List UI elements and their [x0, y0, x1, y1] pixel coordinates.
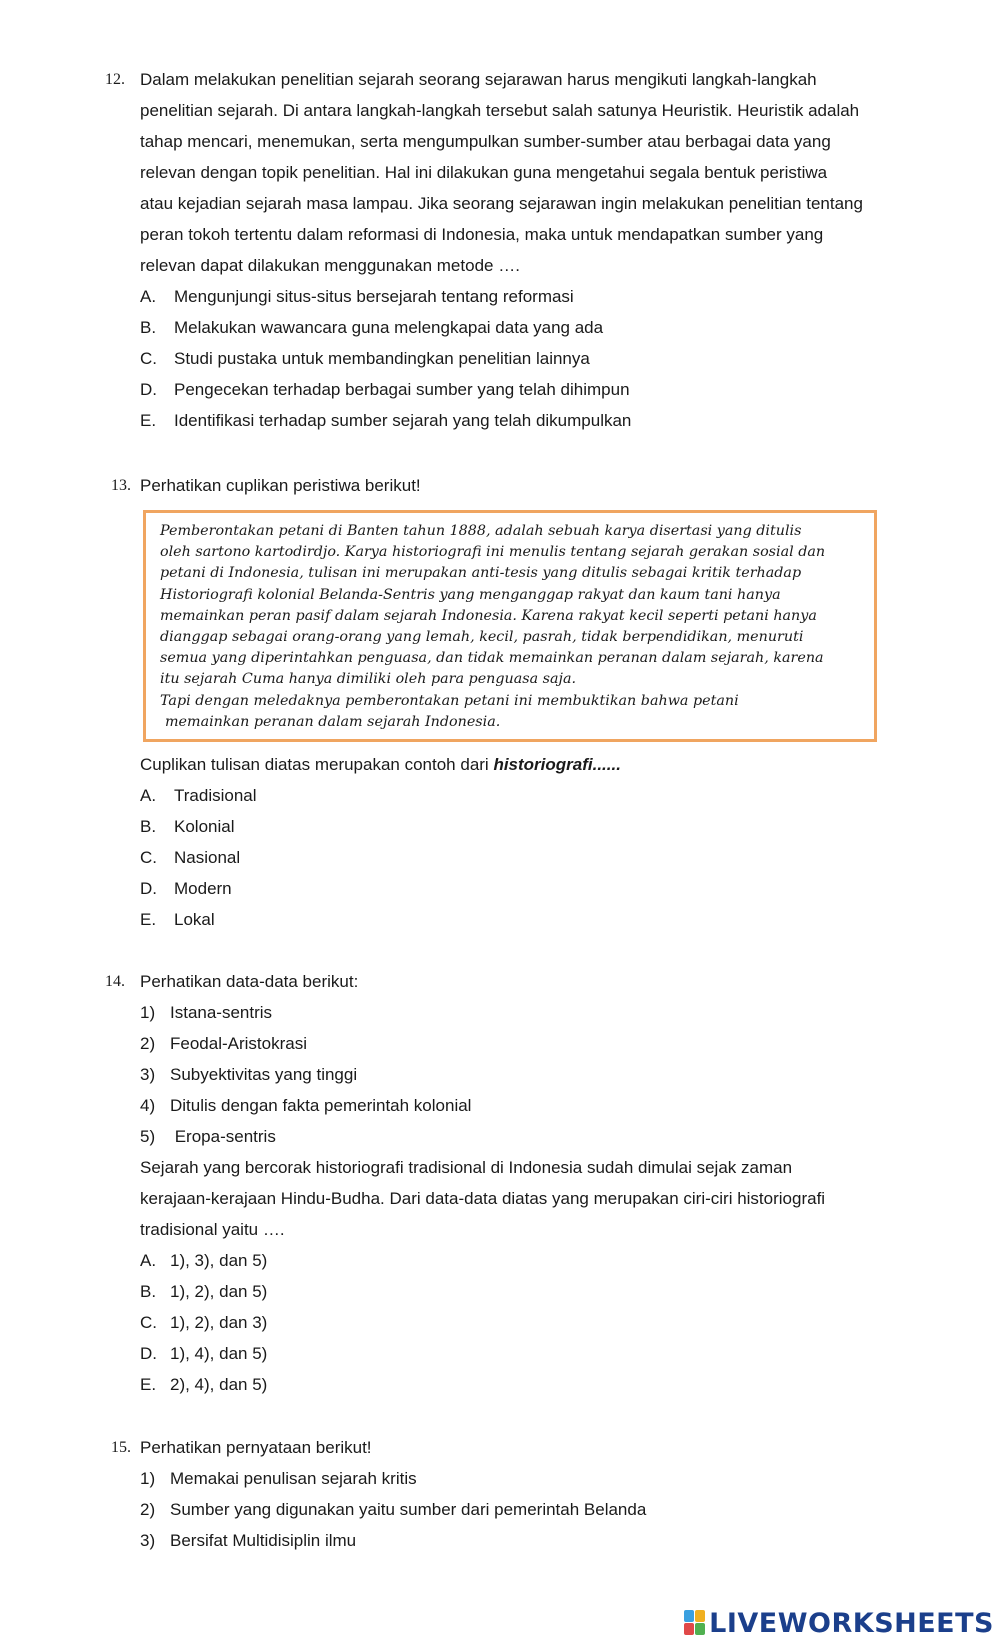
- question-number: 15.: [111, 1439, 131, 1456]
- question-intro: Perhatikan pernyataan berikut!: [140, 1438, 372, 1457]
- question-text: Cuplikan tulisan diatas merupakan contoh dari historiografi......: [140, 755, 621, 774]
- stem-line: relevan dengan topik penelitian. Hal ini dilakukan guna mengetahui segala bentuk peristiwa: [140, 163, 828, 182]
- quote-text: [160, 521, 860, 733]
- stem-line: penelitian sejarah. Di antara langkah-langkah tersebut salah satunya Heuristik. Heuristik adalah: [140, 101, 860, 120]
- option-b[interactable]: B. Kolonial: [140, 817, 235, 836]
- option-e[interactable]: E. 2), 4), dan 5): [140, 1375, 268, 1394]
- list-item: 5) Eropa-sentris: [140, 1127, 276, 1146]
- list-item: 4) Ditulis dengan fakta pemerintah kolonial: [140, 1096, 472, 1115]
- list-item: 1) Istana-sentris: [140, 1003, 273, 1022]
- answer-options: [140, 281, 910, 436]
- stem-line: Dalam melakukan penelitian sejarah seorang sejarawan harus mengikuti langkah-langkah: [140, 70, 817, 89]
- stem-line: atau kejadian sejarah masa lampau. Jika seorang sejarawan ingin melakukan penelitian tentang: [140, 194, 863, 213]
- question-stem: [140, 1152, 910, 1245]
- stem-line: Sejarah yang bercorak historiografi tradisional di Indonesia sudah dimulai sejak zaman: [140, 1158, 793, 1177]
- list-item: 2) Feodal-Aristokrasi: [140, 1034, 307, 1053]
- option-e[interactable]: E. Identifikasi terhadap sumber sejarah yang telah dikumpulkan: [140, 411, 632, 430]
- option-a[interactable]: A. Mengunjungi situs-situs bersejarah tentang reformasi: [140, 287, 574, 306]
- logo-text: LIVEWORKSHEETS: [709, 1607, 994, 1639]
- question-number: 14.: [105, 973, 125, 990]
- option-b[interactable]: B. 1), 2), dan 5): [140, 1282, 268, 1301]
- statement-list: [140, 1463, 910, 1556]
- list-item: 3) Subyektivitas yang tinggi: [140, 1065, 358, 1084]
- stem-line: tahap mencari, menemukan, serta mengumpulkan sumber-sumber atau berbagai data yang: [140, 132, 831, 151]
- quote-line: petani di Indonesia, tulisan ini merupakan anti-tesis yang ditulis sebagai kritik terhadap: [160, 565, 802, 582]
- quote-line: memainkan peran pasif dalam sejarah Indonesia. Karena rakyat kecil seperti petani hanya: [160, 607, 817, 624]
- stem-line: peran tokoh tertentu dalam reformasi di Indonesia, maka untuk mendapatkan sumber yang: [140, 225, 824, 244]
- liveworksheets-logo: [684, 1605, 994, 1641]
- question-intro: Perhatikan data-data berikut:: [140, 972, 359, 991]
- quote-line: Tapi dengan meledaknya pemberontakan petani ini membuktikan bahwa petani: [160, 692, 739, 709]
- quote-line: semua yang diperintahkan penguasa, dan tidak memainkan peranan dalam sejarah, karena: [160, 650, 824, 667]
- list-item: 3) Bersifat Multidisiplin ilmu: [140, 1531, 357, 1550]
- quote-line: oleh sartono kartodirdjo. Karya historiografi ini menulis tentang sejarah gerakan sosial dan: [160, 544, 826, 561]
- data-list: [140, 997, 910, 1152]
- option-e[interactable]: E. Lokal: [140, 910, 215, 929]
- option-d[interactable]: D. Pengecekan terhadap berbagai sumber yang telah dihimpun: [140, 380, 630, 399]
- question-stem: [140, 64, 910, 281]
- option-d[interactable]: D. Modern: [140, 879, 232, 898]
- quote-line: memainkan peranan dalam sejarah Indonesia.: [165, 713, 501, 730]
- stem-line: relevan dapat dilakukan menggunakan metode ….: [140, 256, 520, 275]
- quote-box: [143, 510, 877, 742]
- answer-options: [140, 1245, 910, 1400]
- question-intro: Perhatikan cuplikan peristiwa berikut!: [140, 476, 421, 495]
- option-c[interactable]: C. Nasional: [140, 848, 241, 867]
- option-d[interactable]: D. 1), 4), dan 5): [140, 1344, 268, 1363]
- quote-line: Historiografi kolonial Belanda-Sentris yang menganggap rakyat dan kaum tani hanya: [160, 586, 781, 603]
- quote-line: itu sejarah Cuma hanya dimiliki oleh para penguasa saja.: [160, 671, 577, 688]
- stem-line: kerajaan-kerajaan Hindu-Budha. Dari data-data diatas yang merupakan ciri-ciri historiografi: [140, 1189, 826, 1208]
- stem-line: tradisional yaitu ….: [140, 1220, 285, 1239]
- quote-line: dianggap sebagai orang-orang yang lemah, kecil, pasrah, tidak berpendidikan, menuruti: [160, 629, 804, 646]
- list-item: 2) Sumber yang digunakan yaitu sumber dari pemerintah Belanda: [140, 1500, 647, 1519]
- answer-options: [140, 780, 910, 935]
- question-emphasis: historiografi......: [493, 755, 621, 774]
- option-a[interactable]: A. 1), 3), dan 5): [140, 1251, 268, 1270]
- option-a[interactable]: A. Tradisional: [140, 786, 257, 805]
- option-c[interactable]: C. Studi pustaka untuk membandingkan penelitian lainnya: [140, 349, 590, 368]
- logo-mark-icon: [684, 1610, 706, 1636]
- list-item: 1) Memakai penulisan sejarah kritis: [140, 1469, 417, 1488]
- question-number: 13.: [111, 477, 131, 494]
- question-number: 12.: [105, 71, 125, 88]
- quote-line: Pemberontakan petani di Banten tahun 1888, adalah sebuah karya disertasi yang ditulis: [160, 523, 802, 539]
- option-c[interactable]: C. 1), 2), dan 3): [140, 1313, 268, 1332]
- option-b[interactable]: B. Melakukan wawancara guna melengkapai data yang ada: [140, 318, 604, 337]
